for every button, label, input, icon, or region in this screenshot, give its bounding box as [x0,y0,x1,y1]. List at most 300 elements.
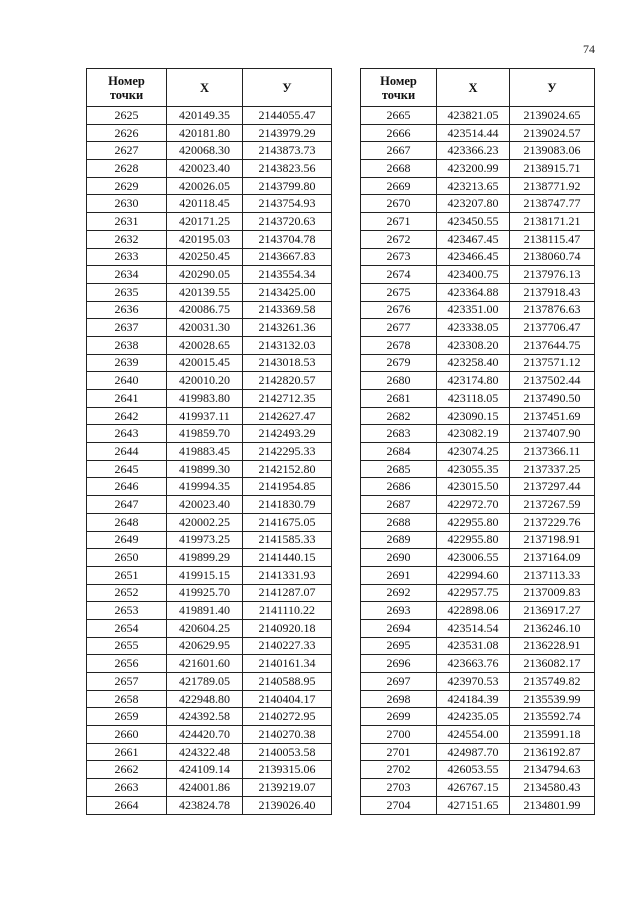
table-row [87,443,332,461]
x-coordinate-cell: 419899.30 [167,460,243,478]
y-coordinate-cell: 2141287.07 [243,584,332,602]
point-number-cell: 2641 [87,390,167,408]
table-row [361,319,595,337]
point-number-header [361,69,437,107]
table-row [361,796,595,814]
x-coordinate-cell: 423400.75 [437,266,510,284]
point-number-cell: 2692 [361,584,437,602]
x-coordinate-cell: 423082.19 [437,425,510,443]
y-coordinate-cell: 2141675.05 [243,513,332,531]
table-row [87,708,332,726]
point-number-cell: 2663 [87,779,167,797]
point-number-cell: 2652 [87,584,167,602]
x-coordinate-cell: 423308.20 [437,336,510,354]
y-coordinate-cell: 2137502.44 [510,372,595,390]
table-row [361,655,595,673]
x-coordinate-cell: 423174.80 [437,372,510,390]
x-coordinate-cell: 427151.65 [437,796,510,814]
y-coordinate-cell: 2135749.82 [510,673,595,691]
y-coordinate-cell: 2143823.56 [243,160,332,178]
x-coordinate-cell: 424109.14 [167,761,243,779]
table-row [87,779,332,797]
x-coordinate-cell: 420118.45 [167,195,243,213]
y-coordinate-cell: 2136228.91 [510,637,595,655]
table-body-left [87,107,332,815]
y-coordinate-cell: 2136082.17 [510,655,595,673]
x-coordinate-cell: 422948.80 [167,690,243,708]
table-row [87,584,332,602]
table-row [361,673,595,691]
table-row [87,460,332,478]
point-number-header-line1: Номер [380,73,417,88]
x-coordinate-cell: 423351.00 [437,301,510,319]
point-number-cell: 2665 [361,107,437,125]
table-row [361,372,595,390]
x-coordinate-cell: 424322.48 [167,743,243,761]
point-number-cell: 2658 [87,690,167,708]
y-coordinate-cell: 2143132.03 [243,336,332,354]
table-row [87,213,332,231]
x-coordinate-cell: 420015.45 [167,354,243,372]
x-coordinate-cell: 423531.08 [437,637,510,655]
y-coordinate-cell: 2137644.75 [510,336,595,354]
table-row [361,584,595,602]
x-coordinate-cell: 422972.70 [437,496,510,514]
table-row [87,690,332,708]
x-coordinate-cell: 423258.40 [437,354,510,372]
x-coordinate-cell: 419915.15 [167,566,243,584]
x-coordinate-cell: 420086.75 [167,301,243,319]
y-coordinate-cell: 2142152.80 [243,460,332,478]
x-coordinate-cell: 421601.60 [167,655,243,673]
table-row [87,354,332,372]
table-row [87,390,332,408]
point-number-cell: 2673 [361,248,437,266]
coordinates-table-right [360,68,595,815]
x-coordinate-cell: 420629.95 [167,637,243,655]
point-number-cell: 2637 [87,319,167,337]
point-number-cell: 2695 [361,637,437,655]
point-number-cell: 2697 [361,673,437,691]
point-number-cell: 2640 [87,372,167,390]
table-row [361,301,595,319]
y-coordinate-cell: 2137229.76 [510,513,595,531]
y-coordinate-cell: 2140161.34 [243,655,332,673]
table-row [361,336,595,354]
point-number-cell: 2654 [87,619,167,637]
x-coordinate-cell: 423466.45 [437,248,510,266]
point-number-cell: 2691 [361,566,437,584]
y-coordinate-cell: 2143873.73 [243,142,332,160]
y-coordinate-cell: 2143425.00 [243,283,332,301]
table-row [87,531,332,549]
table-row [361,354,595,372]
point-number-cell: 2648 [87,513,167,531]
table-row [361,213,595,231]
point-number-cell: 2656 [87,655,167,673]
y-coordinate-cell: 2137366.11 [510,443,595,461]
x-coordinate-cell: 420604.25 [167,619,243,637]
y-coordinate-cell: 2137490.50 [510,390,595,408]
x-coordinate-cell: 419859.70 [167,425,243,443]
y-coordinate-cell: 2137407.90 [510,425,595,443]
point-number-cell: 2683 [361,425,437,443]
y-coordinate-cell: 2140404.17 [243,690,332,708]
table-row [361,531,595,549]
table-row [87,336,332,354]
y-coordinate-cell: 2140270.38 [243,726,332,744]
y-coordinate-cell: 2135991.18 [510,726,595,744]
point-number-cell: 2670 [361,195,437,213]
y-coordinate-cell: 2136917.27 [510,602,595,620]
point-number-cell: 2636 [87,301,167,319]
x-coordinate-cell: 423450.55 [437,213,510,231]
y-coordinate-cell: 2142493.29 [243,425,332,443]
x-coordinate-cell: 423338.05 [437,319,510,337]
point-number-cell: 2628 [87,160,167,178]
table-row [361,230,595,248]
point-number-header-line2: точки [109,87,144,102]
x-coordinate-cell: 419994.35 [167,478,243,496]
x-coordinate-cell: 419883.45 [167,443,243,461]
point-number-cell: 2650 [87,549,167,567]
point-number-cell: 2672 [361,230,437,248]
y-coordinate-cell: 2143720.63 [243,213,332,231]
x-coordinate-cell: 420171.25 [167,213,243,231]
table-row [87,619,332,637]
table-row [361,496,595,514]
point-number-cell: 2686 [361,478,437,496]
point-number-header [87,69,167,107]
point-number-cell: 2667 [361,142,437,160]
x-coordinate-cell: 424184.39 [437,690,510,708]
table-row [361,637,595,655]
y-coordinate-cell: 2138060.74 [510,248,595,266]
point-number-cell: 2653 [87,602,167,620]
point-number-cell: 2694 [361,619,437,637]
x-coordinate-cell: 423821.05 [437,107,510,125]
table-row [361,566,595,584]
table-row [87,743,332,761]
x-coordinate-cell: 420290.05 [167,266,243,284]
table-row [361,443,595,461]
y-coordinate-cell: 2140920.18 [243,619,332,637]
y-coordinate-cell: 2142712.35 [243,390,332,408]
x-coordinate-cell: 420181.80 [167,124,243,142]
y-coordinate-cell: 2137976.13 [510,266,595,284]
x-coordinate-cell: 419973.25 [167,531,243,549]
table-row [87,425,332,443]
y-coordinate-cell: 2141110.22 [243,602,332,620]
x-coordinate-cell: 421789.05 [167,673,243,691]
table-row [87,602,332,620]
y-coordinate-cell: 2143979.29 [243,124,332,142]
x-coordinate-cell: 419983.80 [167,390,243,408]
point-number-cell: 2690 [361,549,437,567]
table-row [361,390,595,408]
table-header-row [361,69,595,107]
point-number-cell: 2698 [361,690,437,708]
point-number-cell: 2630 [87,195,167,213]
y-coordinate-cell: 2139219.07 [243,779,332,797]
y-coordinate-cell: 2139083.06 [510,142,595,160]
y-coordinate-cell: 2143799.80 [243,177,332,195]
table-row [361,513,595,531]
point-number-cell: 2679 [361,354,437,372]
point-number-cell: 2700 [361,726,437,744]
point-number-cell: 2626 [87,124,167,142]
point-number-cell: 2661 [87,743,167,761]
y-coordinate-cell: 2143754.93 [243,195,332,213]
x-coordinate-cell: 420195.03 [167,230,243,248]
y-coordinate-cell: 2142295.33 [243,443,332,461]
x-coordinate-cell: 423514.54 [437,619,510,637]
table-row [87,107,332,125]
point-number-cell: 2635 [87,283,167,301]
x-coordinate-cell: 419899.29 [167,549,243,567]
table-row [87,673,332,691]
y-coordinate-cell: 2143667.83 [243,248,332,266]
point-number-header-line1: Номер [108,73,145,88]
point-number-cell: 2638 [87,336,167,354]
table-row [87,230,332,248]
point-number-cell: 2666 [361,124,437,142]
table-row [87,195,332,213]
y-coordinate-cell: 2143369.58 [243,301,332,319]
x-coordinate-cell: 422994.60 [437,566,510,584]
y-coordinate-cell: 2137571.12 [510,354,595,372]
x-coordinate-cell: 423074.25 [437,443,510,461]
point-number-cell: 2639 [87,354,167,372]
y-coordinate-cell: 2138115.47 [510,230,595,248]
x-coordinate-cell: 423366.23 [437,142,510,160]
x-coordinate-cell: 420026.05 [167,177,243,195]
table-row [87,637,332,655]
y-coordinate-cell: 2141331.93 [243,566,332,584]
y-coordinate-cell: 2139024.65 [510,107,595,125]
x-coordinate-cell: 420002.25 [167,513,243,531]
x-coordinate-cell: 423663.76 [437,655,510,673]
y-coordinate-cell: 2144055.47 [243,107,332,125]
x-header: X [437,69,510,107]
page-number: 74 [583,42,595,56]
x-coordinate-cell: 423824.78 [167,796,243,814]
point-number-cell: 2687 [361,496,437,514]
point-number-cell: 2678 [361,336,437,354]
x-coordinate-cell: 419925.70 [167,584,243,602]
point-number-cell: 2680 [361,372,437,390]
point-number-cell: 2693 [361,602,437,620]
point-number-cell: 2696 [361,655,437,673]
x-coordinate-cell: 420028.65 [167,336,243,354]
table-row [361,743,595,761]
table-row [87,372,332,390]
y-coordinate-cell: 2138171.21 [510,213,595,231]
x-coordinate-cell: 420068.30 [167,142,243,160]
point-number-cell: 2669 [361,177,437,195]
table-row [87,726,332,744]
x-coordinate-cell: 424001.86 [167,779,243,797]
table-row [361,761,595,779]
table-body-right [361,107,595,815]
table-row [361,142,595,160]
x-coordinate-cell: 424987.70 [437,743,510,761]
point-number-cell: 2685 [361,460,437,478]
x-coordinate-cell: 426767.15 [437,779,510,797]
y-coordinate-cell: 2141830.79 [243,496,332,514]
point-number-cell: 2688 [361,513,437,531]
table-row [87,566,332,584]
table-row [361,283,595,301]
x-coordinate-cell: 420031.30 [167,319,243,337]
point-number-cell: 2657 [87,673,167,691]
point-number-cell: 2699 [361,708,437,726]
y-coordinate-cell: 2143704.78 [243,230,332,248]
table-row [87,160,332,178]
x-coordinate-cell: 419937.11 [167,407,243,425]
x-coordinate-cell: 420139.55 [167,283,243,301]
table-row [361,460,595,478]
point-number-cell: 2633 [87,248,167,266]
point-number-header-line2: точки [381,87,416,102]
y-coordinate-cell: 2138747.77 [510,195,595,213]
y-coordinate-cell: 2139024.57 [510,124,595,142]
y-coordinate-cell: 2142627.47 [243,407,332,425]
y-coordinate-cell: 2143554.34 [243,266,332,284]
table-header-row [87,69,332,107]
table-row [87,549,332,567]
point-number-cell: 2684 [361,443,437,461]
x-coordinate-cell: 424392.58 [167,708,243,726]
point-number-cell: 2671 [361,213,437,231]
x-coordinate-cell: 424554.00 [437,726,510,744]
table-row [87,655,332,673]
table-row [361,602,595,620]
table-row [361,690,595,708]
point-number-cell: 2702 [361,761,437,779]
y-coordinate-cell: 2135539.99 [510,690,595,708]
table-row [361,407,595,425]
x-coordinate-cell: 420010.20 [167,372,243,390]
point-number-cell: 2659 [87,708,167,726]
x-coordinate-cell: 422957.75 [437,584,510,602]
point-number-cell: 2655 [87,637,167,655]
y-coordinate-cell: 2139315.06 [243,761,332,779]
x-coordinate-cell: 420250.45 [167,248,243,266]
point-number-cell: 2701 [361,743,437,761]
point-number-cell: 2704 [361,796,437,814]
table-row [361,726,595,744]
coordinates-table-left [86,68,332,815]
point-number-cell: 2642 [87,407,167,425]
y-coordinate-cell: 2137198.91 [510,531,595,549]
y-coordinate-cell: 2137876.63 [510,301,595,319]
table-row [87,478,332,496]
y-coordinate-cell: 2137451.69 [510,407,595,425]
point-number-cell: 2632 [87,230,167,248]
x-coordinate-cell: 423118.05 [437,390,510,408]
y-coordinate-cell: 2140588.95 [243,673,332,691]
y-header: У [510,69,595,107]
point-number-cell: 2668 [361,160,437,178]
x-coordinate-cell: 423015.50 [437,478,510,496]
y-coordinate-cell: 2135592.74 [510,708,595,726]
y-coordinate-cell: 2139026.40 [243,796,332,814]
y-coordinate-cell: 2137297.44 [510,478,595,496]
y-coordinate-cell: 2141585.33 [243,531,332,549]
x-coordinate-cell: 423364.88 [437,283,510,301]
point-number-cell: 2676 [361,301,437,319]
table-row [361,177,595,195]
table-row [361,160,595,178]
x-coordinate-cell: 423467.45 [437,230,510,248]
y-coordinate-cell: 2134794.63 [510,761,595,779]
x-coordinate-cell: 420023.40 [167,496,243,514]
point-number-cell: 2631 [87,213,167,231]
table-row [87,796,332,814]
x-header: X [167,69,243,107]
table-row [361,478,595,496]
y-coordinate-cell: 2137267.59 [510,496,595,514]
x-coordinate-cell: 422898.06 [437,602,510,620]
y-coordinate-cell: 2140053.58 [243,743,332,761]
x-coordinate-cell: 424420.70 [167,726,243,744]
point-number-cell: 2674 [361,266,437,284]
y-coordinate-cell: 2143261.36 [243,319,332,337]
y-coordinate-cell: 2137918.43 [510,283,595,301]
table-row [361,248,595,266]
y-coordinate-cell: 2137113.33 [510,566,595,584]
point-number-cell: 2660 [87,726,167,744]
y-coordinate-cell: 2143018.53 [243,354,332,372]
table-row [361,619,595,637]
table-row [361,107,595,125]
y-coordinate-cell: 2137009.83 [510,584,595,602]
point-number-cell: 2644 [87,443,167,461]
y-coordinate-cell: 2134801.99 [510,796,595,814]
x-coordinate-cell: 420023.40 [167,160,243,178]
table-row [87,513,332,531]
point-number-cell: 2634 [87,266,167,284]
x-coordinate-cell: 423970.53 [437,673,510,691]
point-number-cell: 2649 [87,531,167,549]
y-coordinate-cell: 2140227.33 [243,637,332,655]
point-number-cell: 2645 [87,460,167,478]
table-row [87,301,332,319]
y-coordinate-cell: 2137337.25 [510,460,595,478]
point-number-cell: 2629 [87,177,167,195]
x-coordinate-cell: 422955.80 [437,531,510,549]
table-row [87,248,332,266]
point-number-cell: 2627 [87,142,167,160]
x-coordinate-cell: 423090.15 [437,407,510,425]
table-row [87,319,332,337]
table-row [87,283,332,301]
y-coordinate-cell: 2138915.71 [510,160,595,178]
y-coordinate-cell: 2140272.95 [243,708,332,726]
y-header: У [243,69,332,107]
point-number-cell: 2689 [361,531,437,549]
x-coordinate-cell: 422955.80 [437,513,510,531]
table-row [361,708,595,726]
table-row [361,779,595,797]
point-number-cell: 2677 [361,319,437,337]
table-row [361,266,595,284]
y-coordinate-cell: 2138771.92 [510,177,595,195]
table-row [87,266,332,284]
x-coordinate-cell: 423207.80 [437,195,510,213]
y-coordinate-cell: 2142820.57 [243,372,332,390]
